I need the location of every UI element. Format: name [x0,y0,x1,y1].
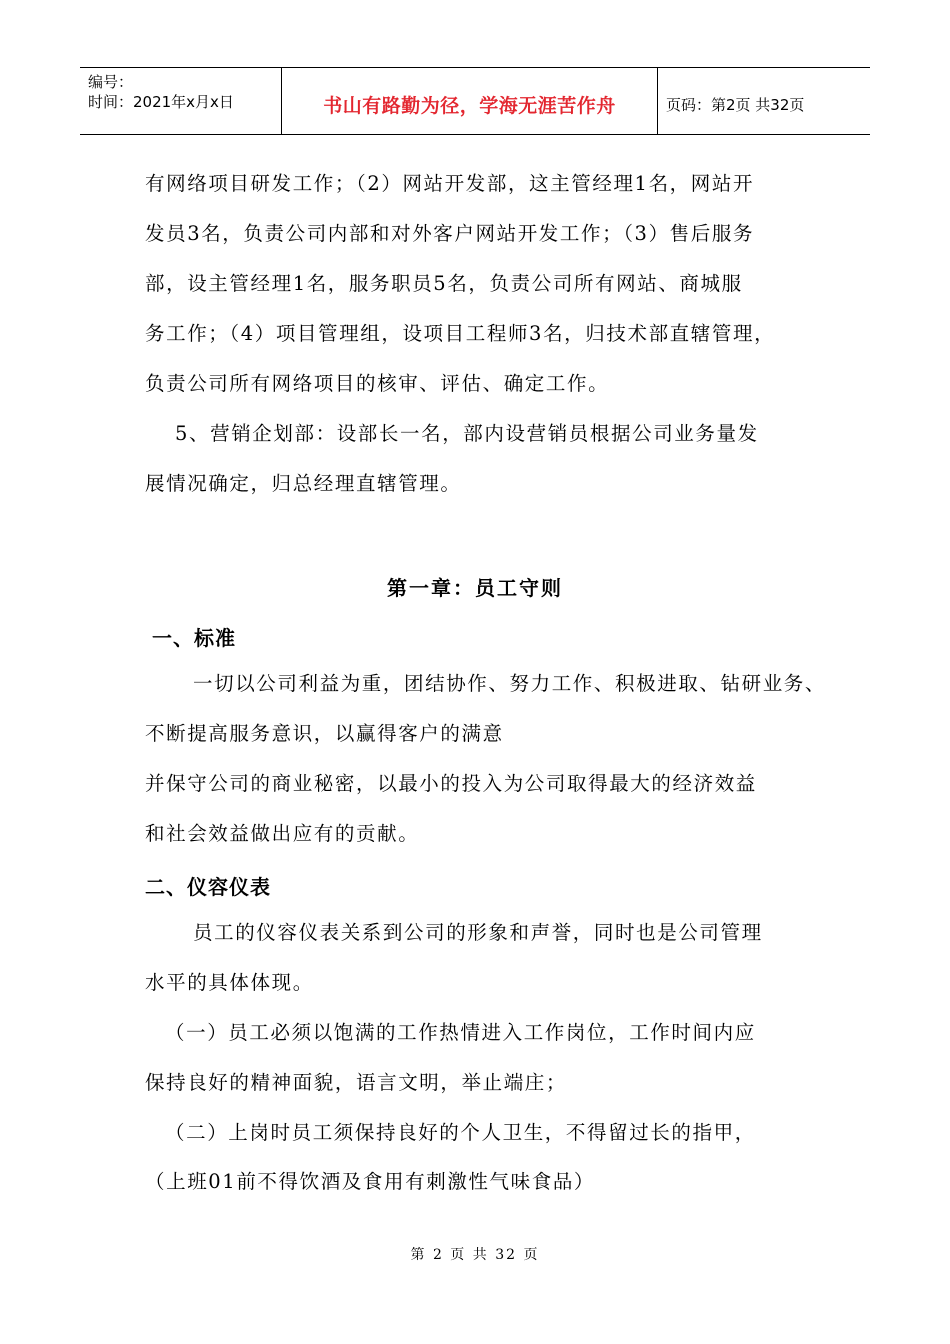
section2-line: 保持良好的精神面貌，语言文明，举止端庄； [145,1071,568,1094]
section-title-standards: 一、标准 [152,626,236,650]
section2-line: 员工的仪容仪表关系到公司的形象和声誉，同时也是公司管理 [193,921,763,944]
header-page-info: 页码：第2页 共32页 [666,95,805,114]
body-line: 5、营销企划部：设部长一名，部内设营销员根据公司业务量发 [175,422,759,445]
section2-line: （二）上岗时员工须保持良好的个人卫生，不得留过长的指甲， [165,1121,756,1144]
section1-line: 和社会效益做出应有的贡献。 [145,822,420,845]
document-time-label: 时间：2021年x月x日 [88,93,234,111]
body-line: 部，设主管经理1名，服务职员5名，负责公司所有网站、商城服 [145,272,743,295]
body-line: 负责公司所有网络项目的核审、评估、确定工作。 [145,372,610,395]
section2-line: 水平的具体体现。 [145,971,314,994]
header-page-cell [658,68,870,134]
body-line: 展情况确定，归总经理直辖管理。 [145,472,462,495]
page-footer: 第 2 页 共 32 页 [410,1247,540,1263]
section2-line: （一）员工必须以饱满的工作热情进入工作岗位，工作时间内应 [165,1021,756,1044]
header-meta-cell [80,68,282,134]
document-number-label: 编号： [88,73,134,91]
header-motto: 书山有路勤为径，学海无涯苦作舟 [323,94,616,117]
section-title-appearance: 二、仪容仪表 [145,875,271,899]
section1-line: 不断提高服务意识，以赢得客户的满意 [145,722,504,745]
header-table [80,67,870,135]
body-line: 发员3名，负责公司内部和对外客户网站开发工作；（3）售后服务 [145,222,755,245]
section1-line: 一切以公司利益为重，团结协作、努力工作、积极进取、钻研业务、 [193,672,827,695]
chapter-title: 第一章：员工守则 [387,576,563,600]
body-line: 有网络项目研发工作；（2）网站开发部，这主管经理1名，网站开 [145,172,755,195]
body-line: 务工作；（4）项目管理组，设项目工程师3名，归技术部直辖管理， [145,322,776,345]
header-motto-cell [282,68,658,134]
section1-line: 并保守公司的商业秘密，以最小的投入为公司取得最大的经济效益 [145,772,757,795]
section2-line: （上班01前不得饮酒及食用有刺激性气味食品） [145,1170,596,1193]
